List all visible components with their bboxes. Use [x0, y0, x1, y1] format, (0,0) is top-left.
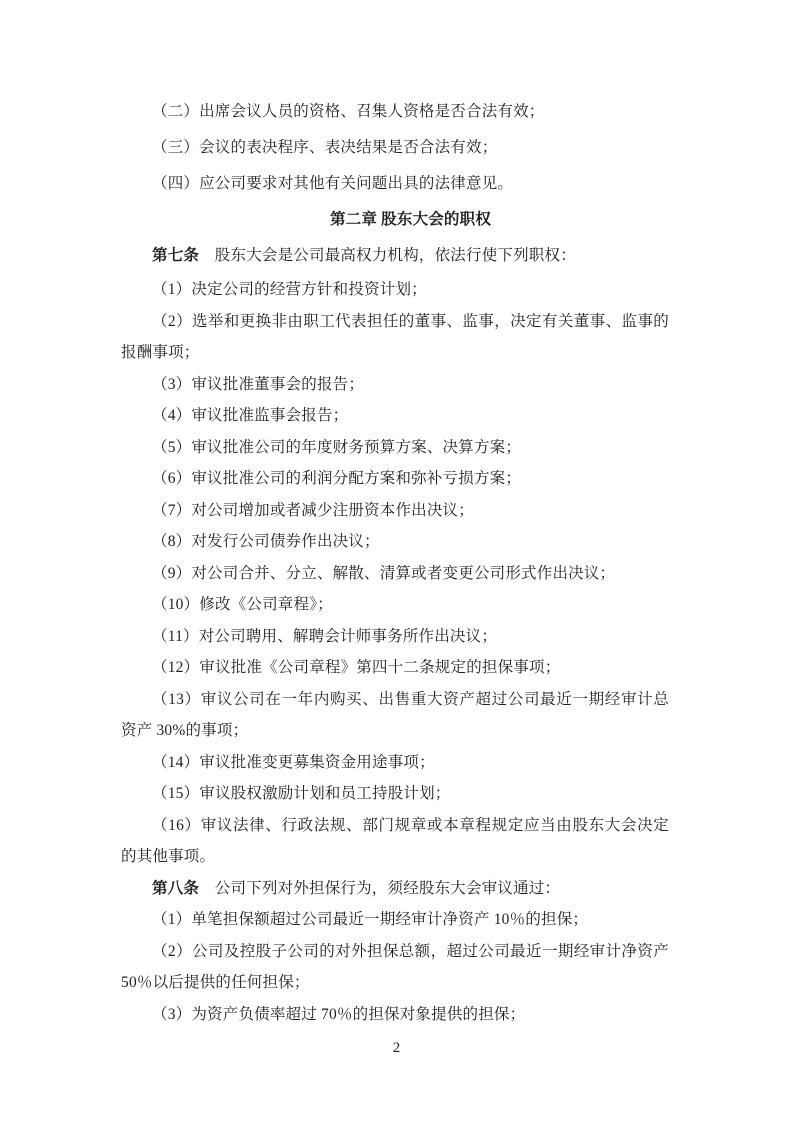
article-number: 第七条: [152, 247, 200, 264]
clause-text: （四）应公司要求对其他有关问题出具的法律意见。: [152, 175, 514, 192]
list-item-text: （14）审议批准变更募集资金用途事项；: [152, 753, 435, 771]
list-item: [121, 904, 669, 936]
list-item: [121, 400, 669, 432]
list-item: [121, 936, 669, 999]
article-number: 第八条: [152, 879, 200, 897]
article-text: 股东大会是公司最高权力机构，依法行使下列职权：: [199, 247, 576, 264]
list-item-text: （12）审议批准《公司章程》第四十二条规定的担保事项；: [152, 659, 561, 676]
chapter-heading-text: 第二章 股东大会的职权: [329, 211, 492, 228]
list-item-text: （16）审议法律、行政法规、部门规章或本章程规定应当由股东大会决定的其他事项。: [121, 816, 669, 865]
list-item: [121, 999, 669, 1031]
list-item-text: （1）单笔担保额超过公司最近一期经审计净资产 10％的担保；: [152, 911, 589, 928]
list-item: [121, 463, 669, 495]
list-item: [121, 747, 669, 779]
clause-item: [121, 94, 669, 130]
list-item-text: （8）对发行公司债券作出决议；: [152, 533, 380, 550]
list-item-text: （5）审议批准公司的年度财务预算方案、决算方案；: [152, 438, 522, 456]
list-item: [121, 621, 669, 653]
chapter-heading: [121, 202, 669, 238]
list-item-text: （10）修改《公司章程》；: [152, 596, 333, 613]
article-paragraph: [121, 873, 669, 905]
list-item: [121, 778, 669, 810]
article-text: 公司下列对外担保行为，须经股东大会审议通过：: [199, 879, 561, 897]
list-item: [121, 526, 669, 558]
list-item-text: （9）对公司合并、分立、解散、清算或者变更公司形式作出决议；: [152, 564, 616, 582]
list-item: [121, 495, 669, 527]
clause-item: [121, 166, 669, 202]
list-item-text: （3）为资产负债率超过 70％的担保对象提供的担保；: [152, 1005, 526, 1023]
list-item-text: （7）对公司增加或者减少注册资本作出决议；: [152, 501, 474, 519]
list-item-text: （2）公司及控股子公司的对外担保总额，超过公司最近一期经审计净资产 50％以后提供的任何担保；: [121, 942, 669, 991]
list-item-text: （15）审议股权激励计划和员工持股计划；: [152, 785, 451, 802]
list-item: [121, 432, 669, 464]
clause-text: （三）会议的表决程序、表决结果是否合法有效；: [152, 139, 498, 156]
list-item: [121, 306, 669, 369]
list-item-text: （2）选举和更换非由职工代表担任的董事、监事，决定有关董事、监事的报酬事项；: [121, 312, 669, 361]
clause-item: [121, 130, 669, 166]
list-item-text: （4）审议批准监事会报告；: [152, 407, 349, 424]
list-item: [121, 589, 669, 621]
list-item: [121, 369, 669, 401]
list-item: [121, 274, 669, 306]
document-body: [121, 94, 669, 1030]
list-item: [121, 558, 669, 590]
list-item-text: （6）审议批准公司的利润分配方案和弥补亏损方案；: [152, 470, 522, 487]
list-item-text: （3）审议批准董事会的报告；: [152, 375, 365, 393]
article-paragraph: [121, 238, 669, 274]
list-item-text: （11）对公司聘用、解聘会计师事务所作出决议；: [152, 627, 498, 645]
clause-text: （二）出席会议人员的资格、召集人资格是否合法有效；: [152, 103, 545, 120]
list-item: [121, 810, 669, 873]
page-number: 2: [392, 1040, 401, 1056]
list-item-text: （1）决定公司的经营方针和投资计划；: [152, 281, 427, 298]
list-item: [121, 684, 669, 747]
list-item-text: （13）审议公司在一年内购买、出售重大资产超过公司最近一期经审计总资产 30%的事项；: [121, 690, 669, 739]
list-item: [121, 652, 669, 684]
